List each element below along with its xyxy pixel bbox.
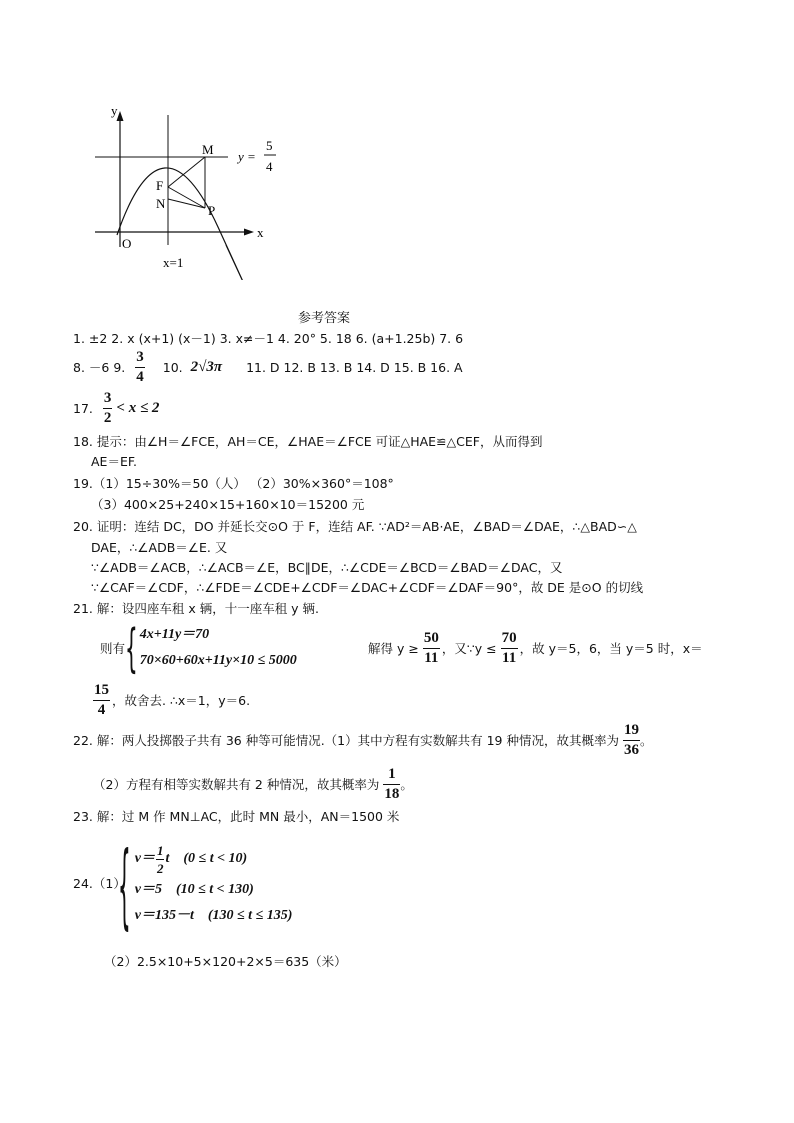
answers-8-9-label: 8. －6 9. [73,360,126,375]
y-axis-arrow [117,111,124,121]
segment-fm [168,157,205,187]
line-equation-den: 4 [266,159,273,174]
q21-conclusion: ，故舍去. ∴x＝1，y＝6. [112,693,251,708]
point-m-label: M [202,142,214,157]
line-equation-num: 5 [266,138,273,153]
q21-system-row [100,616,297,680]
q24-row1 [135,841,293,877]
point-p-label: P [208,203,216,218]
q22-frac1-den: 36 [624,741,639,758]
segment-np [168,199,205,208]
q19-line1: 19.（1）15÷30%＝50（人） （2）30%×360°＝108° [73,476,394,491]
y-axis-label: y [111,103,118,118]
q9-num: 3 [135,350,145,368]
q22-end2: 。 [400,777,413,792]
q21-frac2-num: 70 [501,631,518,649]
q10-label: 10. [162,359,183,375]
q20-line3: ∵∠ADB＝∠ACB，∴∠ACB＝∠E，BC∥DE，∴∠CDE＝∠BCD＝∠BAD＝∠DAC，又 [91,560,563,575]
q21-frac2 [501,631,518,666]
q24-rows [135,841,293,929]
q22-text2: （2）方程有相等实数解共有 2 种情况，故其概率为 [93,777,380,792]
q17-den: 2 [103,409,112,426]
q22-line2 [93,764,413,804]
q21-system [140,622,297,674]
page-title: 参考答案 [298,311,351,326]
answers-11-16: 11. D 12. B 13. B 14. D 15. B 16. A [246,359,463,375]
q24-brace: { [118,829,131,941]
q21-tail-text: ，故 y＝5，6，当 y＝5 时，x＝ [519,641,703,656]
q19-line2: （3）400×25+240×15+160×10＝15200 元 [91,497,365,512]
point-f-label: F [156,178,164,193]
answers-8-16 [73,349,463,385]
q22-frac1 [623,723,640,758]
parabola-figure [90,95,290,280]
q17-num: 3 [103,391,113,409]
q24-row1-pre: v＝ [134,851,155,866]
q24-part2: （2）2.5×10+5×120+2×5＝635（米） [104,954,347,969]
x-axis-label: x [257,225,264,240]
q24-system [118,829,293,941]
q21-frac1-num: 50 [423,631,440,649]
q21-line3 [93,680,250,720]
q22-text1: 22. 解：两人投掷骰子共有 36 种等可能情况.（1）其中方程有实数解共有 19 种情况，故其概率为 [73,733,619,748]
answers-1-7: 1. ±2 2. x (x+1) (x－1) 3. x≠－1 4. 20° 5. 18 6. (a+1.25b) 7. 6 [73,331,464,346]
origin-label: O [122,236,132,251]
q24-label: 24.（1） [73,876,126,891]
q21-eq1: 4x+11y＝70 [139,627,210,642]
q17 [73,389,159,427]
q21-frac3 [93,683,110,718]
q20-line1: 20. 证明：连结 DC，DO 并延长交⊙O 于 F，连结 AF. ∵AD²＝AB·AE，∠BAD＝∠DAE，∴△BAD∽△ [73,519,637,534]
q17-fraction [103,391,113,426]
q17-inequality: < x ≤ 2 [116,399,160,416]
x-line-label: x=1 [163,255,184,270]
segment-fp [168,187,205,208]
q22-end1: 。 [640,733,653,748]
q18-line2: AE＝EF. [91,454,138,469]
q21-frac1 [423,631,440,666]
q21-frac3-den: 4 [97,701,106,718]
q24-row1-num: 1 [156,842,164,858]
x-axis-arrow [244,229,254,236]
q21-frac2-den: 11 [502,649,517,666]
q10-value: 2√3π [190,358,223,375]
q21-solve-text: 解得 y ≥ [368,641,419,656]
q22-frac1-num: 19 [623,723,640,741]
q17-label: 17. [73,400,93,416]
q24-row1-post: t (0 ≤ t < 10) [165,851,248,866]
q21-mid-text: ，又∵y ≤ [441,641,497,656]
q23: 23. 解：过 M 作 MN⊥AC，此时 MN 最小，AN＝1500 米 [73,809,400,824]
q21-frac1-den: 11 [424,649,439,666]
q21-frac3-num: 15 [93,683,110,701]
q21-then: 则有 [100,641,126,656]
q24-row1-den: 2 [156,860,164,876]
q18-line1: 18. 提示：由∠H＝∠FCE，AH＝CE，∠HAE＝∠FCE 可证△HAE≌△CEF，从而得到 [73,434,543,449]
q22-line1 [73,720,653,760]
q20-line4: ∵∠CAF＝∠CDF，∴∠FDE＝∠CDE+∠CDF＝∠DAC+∠CDF＝∠DAF＝90°，故 DE 是⊙O 的切线 [91,580,644,595]
q21-brace: { [125,616,138,680]
line-equation-prefix: y = [238,149,256,164]
q22-frac2-den: 18 [384,785,400,802]
point-n-label: N [156,196,166,211]
q9-den: 4 [136,368,144,385]
q24-row1-frac [156,844,165,875]
q21-line1: 21. 解：设四座车租 x 辆，十一座车租 y 辆. [73,601,320,616]
q24-row3: v＝135－t (130 ≤ t ≤ 135) [134,908,293,923]
q20-line2: DAE，∴∠ADB＝∠E. 又 [91,540,228,555]
q21-solution [368,628,703,668]
q24-row2: v＝5 (10 ≤ t < 130) [134,882,254,897]
q9-fraction [135,350,145,385]
q21-eq2: 70×60+60x+11y×10 ≤ 5000 [139,653,297,668]
q22-frac2 [383,767,400,802]
q22-frac2-num: 1 [383,767,400,785]
